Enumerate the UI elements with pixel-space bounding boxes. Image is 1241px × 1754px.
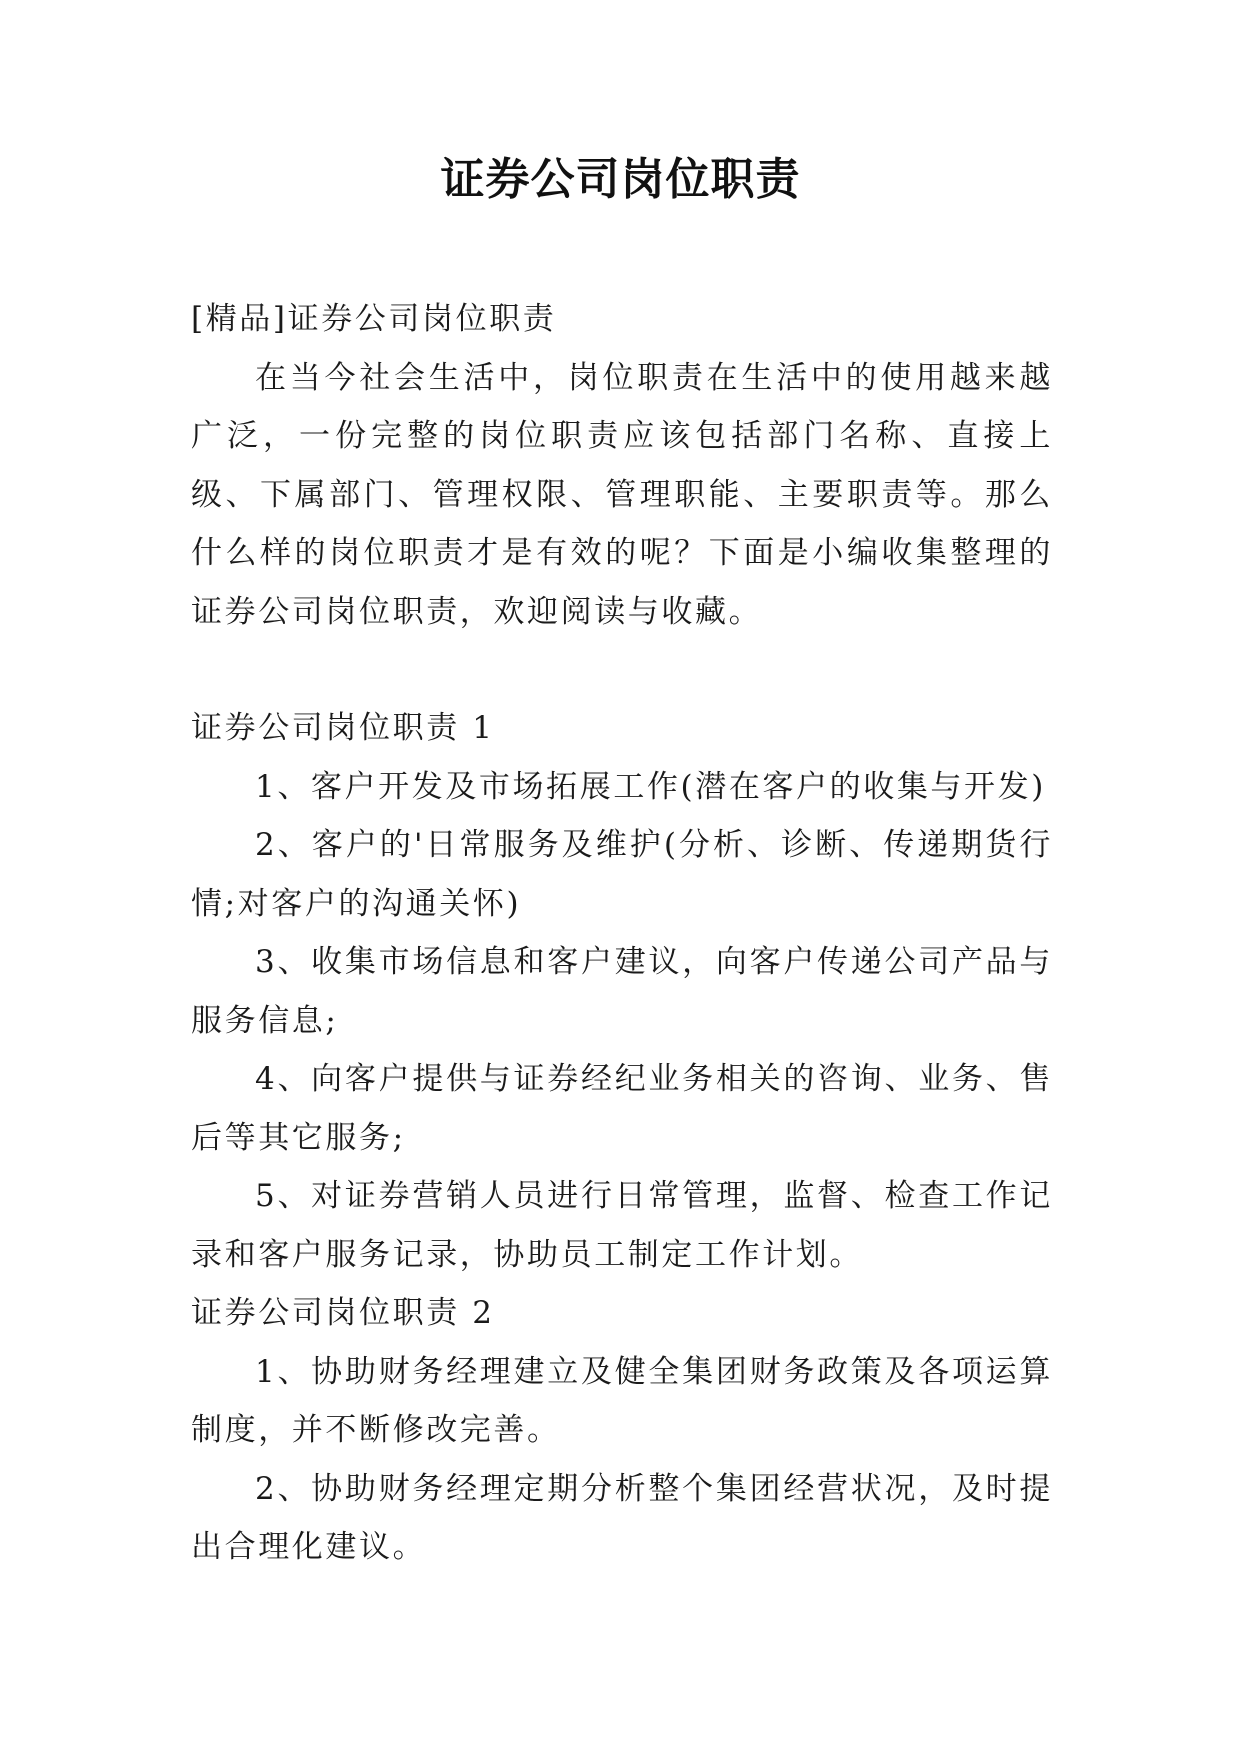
section-1-item-3: 3、收集市场信息和客户建议，向客户传递公司产品与服务信息; — [191, 944, 1053, 1039]
section-1-item-2: 2、客户的'日常服务及维护(分析、诊断、传递期货行情;对客户的沟通关怀) — [191, 827, 1053, 922]
section-1-item-1: 1、客户开发及市场拓展工作(潜在客户的收集与开发) — [255, 768, 1046, 805]
document-body — [191, 290, 1053, 1577]
section-2-item-2: 2、协助财务经理定期分析整个集团经营状况，及时提出合理化建议。 — [191, 1470, 1053, 1565]
intro-paragraph: 在当今社会生活中，岗位职责在生活中的使用越来越广泛，一份完整的岗位职责应该包括部门名称、直接上级、下属部门、管理权限、管理职能、主要职责等。那么什么样的岗位职责才是有效的呢？下面是小编收集整理的证券公司岗位职责，欢迎阅读与收藏。 — [191, 359, 1053, 630]
document-subtitle: [精品]证券公司岗位职责 — [191, 301, 557, 337]
section-heading-1: 证券公司岗位职责 1 — [191, 710, 495, 746]
section-heading-2: 证券公司岗位职责 2 — [191, 1295, 495, 1331]
document-title: 证券公司岗位职责 — [440, 154, 801, 205]
section-1-item-5: 5、对证券营销人员进行日常管理，监督、检查工作记录和客户服务记录，协助员工制定工作计划。 — [191, 1178, 1053, 1273]
section-2-item-1: 1、协助财务经理建立及健全集团财务政策及各项运算制度，并不断修改完善。 — [191, 1353, 1053, 1448]
section-1-item-4: 4、向客户提供与证券经纪业务相关的咨询、业务、售后等其它服务; — [191, 1061, 1053, 1156]
section-spacer — [191, 641, 1053, 699]
